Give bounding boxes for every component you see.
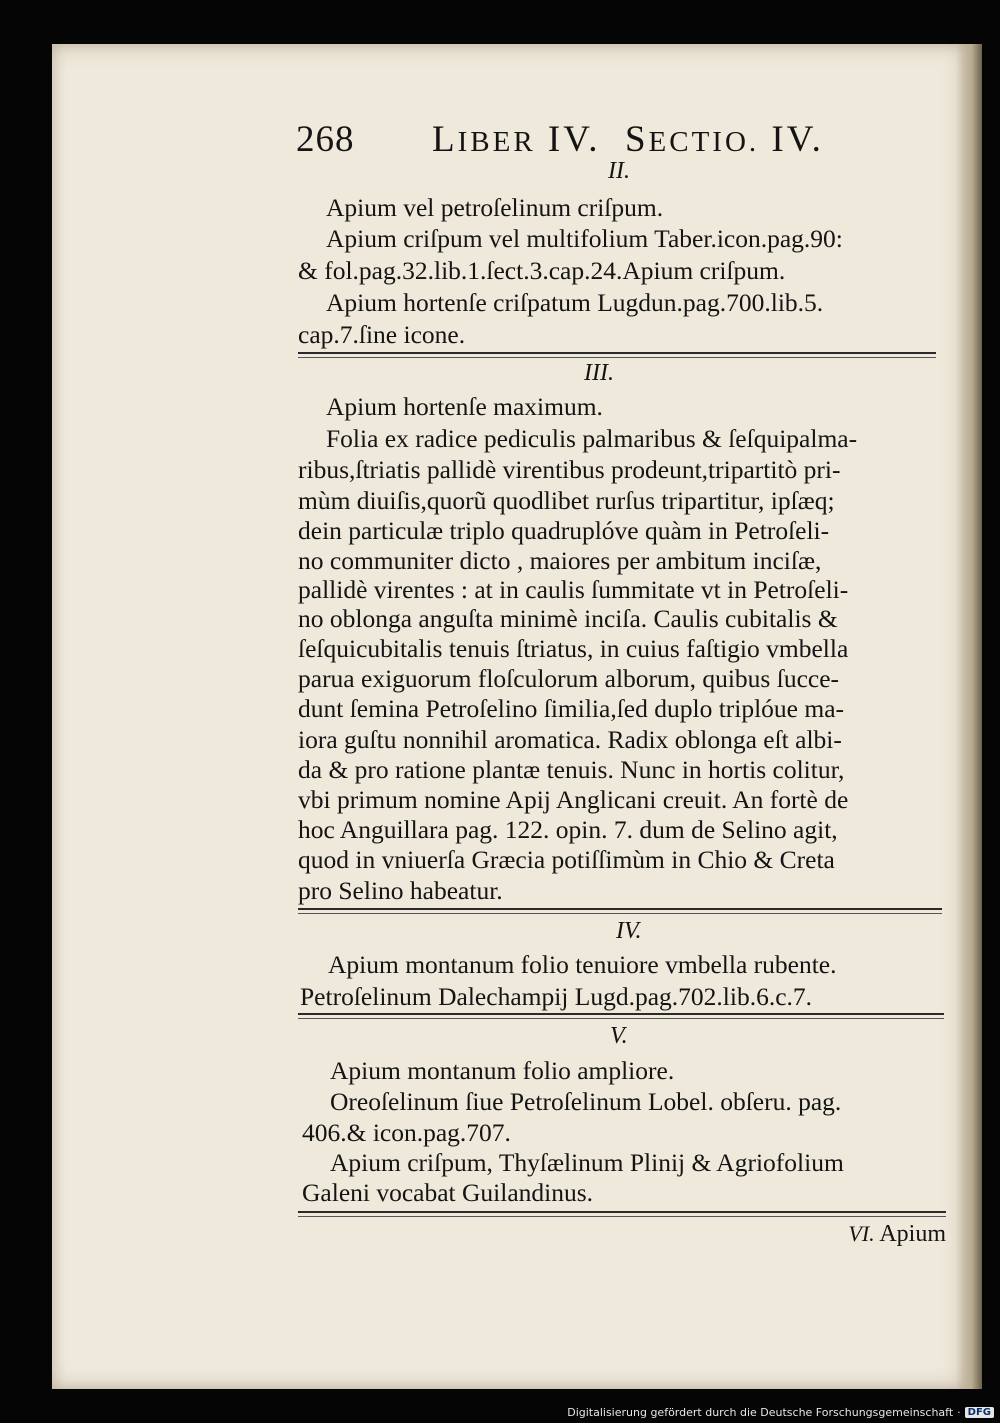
section-divider-thin [298, 1216, 946, 1217]
section-divider-thin [298, 357, 936, 358]
section-numeral-iv: IV. [616, 918, 642, 944]
page-edge-shadow [956, 44, 982, 1389]
text-line: Folia ex radice pediculis palmaribus & ſeſquipalma- [326, 424, 858, 453]
text-line: dein particulæ triplo quadruplóve quàm in Petroſeli- [298, 516, 830, 545]
section-numeral-ii: II. [608, 158, 630, 184]
page-number: 268 [296, 119, 355, 160]
section-divider-thin [298, 1018, 944, 1019]
text-line: Oreoſelinum ſiue Petroſelinum Lobel. obſeru. pag. [330, 1087, 842, 1116]
text-line: Apium hortenſe criſpatum Lugdun.pag.700.lib.5. [326, 288, 824, 317]
text-line: Petroſelinum Dalechampij Lugd.pag.702.lib.6.c.7. [300, 982, 813, 1011]
text-line: hoc Anguillara pag. 122. opin. 7. dum de Selino agit, [298, 815, 838, 844]
text-line: 406.& icon.pag.707. [302, 1118, 511, 1147]
credit-text: Digitalisierung gefördert durch die Deutsche Forschungsgemeinschaft [567, 1405, 954, 1419]
running-head-sectio-rest: ECTIO. [648, 126, 760, 158]
section-numeral-iii: III. [584, 360, 614, 386]
text-line: Apium montanum folio ampliore. [330, 1056, 675, 1085]
text-line: Apium hortenſe maximum. [326, 392, 603, 421]
text-line: vbi primum nomine Apij Anglicani creuit. An fortè de [298, 785, 849, 814]
text-line: pro Selino habeatur. [298, 876, 503, 905]
digitization-credit: Digitalisierung gefördert durch die Deutsche Forschungsgemeinschaft · DFG [567, 1405, 994, 1419]
running-head [432, 118, 824, 161]
section-numeral-v: V. [610, 1023, 628, 1049]
text-line: pallidè virentes : at in caulis ſummitate vt in Petroſeli- [298, 575, 849, 604]
text-line: Apium montanum folio tenuiore vmbella rubente. [328, 950, 837, 979]
text-line: Apium criſpum, Thyſælinum Plinij & Agriofolium [330, 1148, 844, 1177]
running-head-liber-rest: IBER [457, 126, 536, 158]
section-divider [298, 1013, 944, 1015]
text-line: ribus,ſtriatis pallidè virentibus prodeunt,tripartitò pri- [298, 455, 841, 484]
catchword-word: Apium [879, 1221, 946, 1247]
section-divider-thin [298, 913, 942, 914]
running-head-book-number: IV. [547, 119, 601, 160]
section-divider [298, 908, 942, 910]
text-line: iora guſtu nonnihil aromatica. Radix oblonga eſt albi- [298, 725, 842, 754]
text-line: Apium criſpum vel multifolium Taber.icon.pag.90: [326, 224, 843, 253]
dfg-logo: DFG [965, 1407, 994, 1418]
running-head-liber-initial: L [432, 119, 458, 160]
catchword-numeral: VI. [848, 1221, 875, 1246]
text-line: quod in vniuerſa Græcia potiſſimùm in Chio & Creta [298, 845, 835, 874]
text-line: da & pro ratione plantæ tenuis. Nunc in hortis colitur, [298, 755, 845, 784]
text-line: cap.7.ſine icone. [298, 320, 466, 349]
text-line: Apium vel petroſelinum criſpum. [326, 193, 664, 222]
text-line: Galeni vocabat Guilandinus. [302, 1178, 594, 1207]
running-head-section-number: IV. [771, 119, 824, 160]
section-divider [298, 1211, 946, 1213]
text-line: no communiter dicto , maiores per ambitum inciſæ, [298, 546, 822, 575]
catchword [848, 1221, 946, 1248]
text-line: no oblonga anguſta minimè inciſa. Caulis cubitalis & [298, 604, 838, 633]
text-line: dunt ſemina Petroſelino ſimilia,ſed duplo triplóue ma- [298, 694, 845, 723]
text-line: & fol.pag.32.lib.1.ſect.3.cap.24.Apium criſpum. [298, 256, 786, 285]
text-line: mùm diuiſis,quorũ quodlibet rurſus tripartitur, ipſæq; [298, 486, 835, 515]
text-line: parua exiguorum floſculorum alborum, quibus ſucce- [298, 664, 840, 693]
text-line: ſeſquicubitalis tenuis ſtriatus, in cuius faſtigio vmbella [298, 634, 849, 663]
section-divider [298, 352, 936, 354]
running-head-sectio-initial: S [624, 119, 649, 160]
